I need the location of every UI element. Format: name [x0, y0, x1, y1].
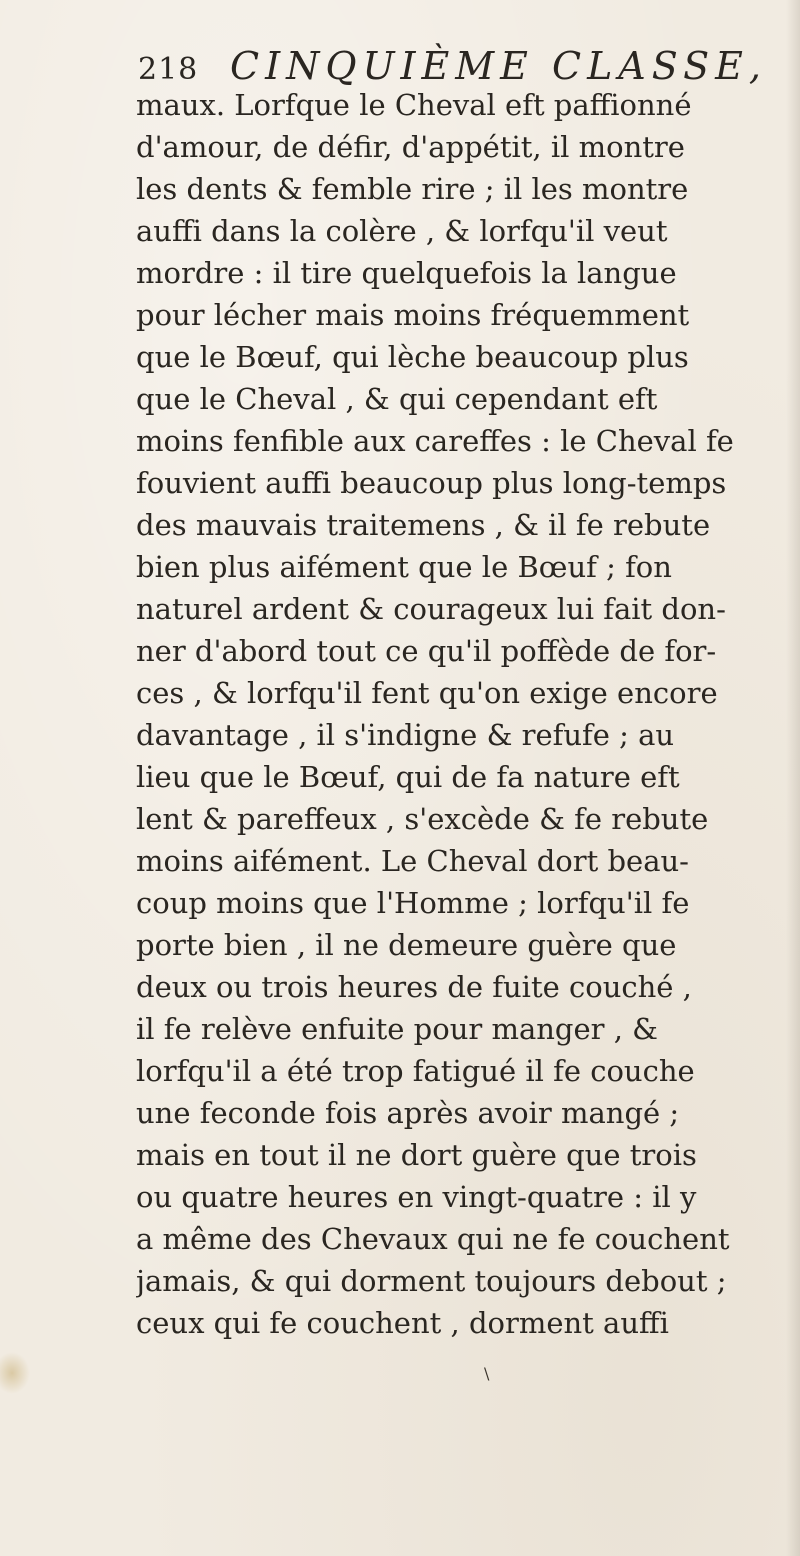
text-line: porte bien , il ne demeure guère que: [136, 928, 677, 962]
text-line: que le Cheval , & qui cependant eft: [136, 382, 658, 416]
text-line: maux. Lorfque le Cheval eft paffionné: [136, 88, 692, 122]
text-line: naturel ardent & courageux lui fait don-: [136, 592, 726, 626]
text-line: ces , & lorfqu'il fent qu'on exige encore: [136, 676, 718, 710]
page-number: 218: [138, 52, 199, 87]
text-line: mais en tout il ne dort guère que trois: [136, 1138, 697, 1172]
text-line: d'amour, de défir, d'appétit, il montre: [136, 130, 685, 164]
text-line: une feconde fois après avoir mangé ;: [136, 1096, 680, 1130]
text-line: les dents & femble rire ; il les montre: [136, 172, 689, 206]
text-line: lent & pareffeux , s'excède & fe rebute: [136, 802, 709, 836]
text-line: bien plus aifément que le Bœuf ; fon: [136, 550, 672, 584]
paper-stain: [0, 1352, 30, 1394]
text-line: ou quatre heures en vingt-quatre : il y: [136, 1180, 697, 1214]
catchword-mark: \: [484, 1364, 490, 1383]
body-text: [136, 84, 776, 1344]
text-line: moins fenfible aux careffes : le Cheval fe: [136, 424, 734, 458]
text-line: que le Bœuf, qui lèche beaucoup plus: [136, 340, 689, 374]
running-title: CINQUIÈME CLASSE,: [230, 44, 767, 88]
text-line: fouvient auffi beaucoup plus long-temps: [136, 466, 727, 500]
page-edge-shadow: [786, 0, 800, 1556]
text-line: mordre : il tire quelquefois la langue: [136, 256, 677, 290]
text-line: il fe relève enfuite pour manger , &: [136, 1012, 658, 1046]
text-line: auffi dans la colère , & lorfqu'il veut: [136, 214, 668, 248]
text-line: pour lécher mais moins fréquemment: [136, 298, 690, 332]
text-line: a même des Chevaux qui ne fe couchent: [136, 1222, 730, 1256]
text-line: coup moins que l'Homme ; lorfqu'il fe: [136, 886, 690, 920]
text-line: jamais, & qui dorment toujours debout ;: [136, 1264, 727, 1298]
text-line: des mauvais traitemens , & il fe rebute: [136, 508, 711, 542]
text-line: lieu que le Bœuf, qui de fa nature eft: [136, 760, 680, 794]
text-line: deux ou trois heures de fuite couché ,: [136, 970, 692, 1004]
text-line: ceux qui fe couchent , dorment auffi: [136, 1306, 669, 1340]
text-line: davantage , il s'indigne & refufe ; au: [136, 718, 675, 752]
text-line: moins aifément. Le Cheval dort beau-: [136, 844, 689, 878]
text-line: ner d'abord tout ce qu'il poffède de for-: [136, 634, 717, 668]
text-line: lorfqu'il a été trop fatigué il fe couche: [136, 1054, 695, 1088]
